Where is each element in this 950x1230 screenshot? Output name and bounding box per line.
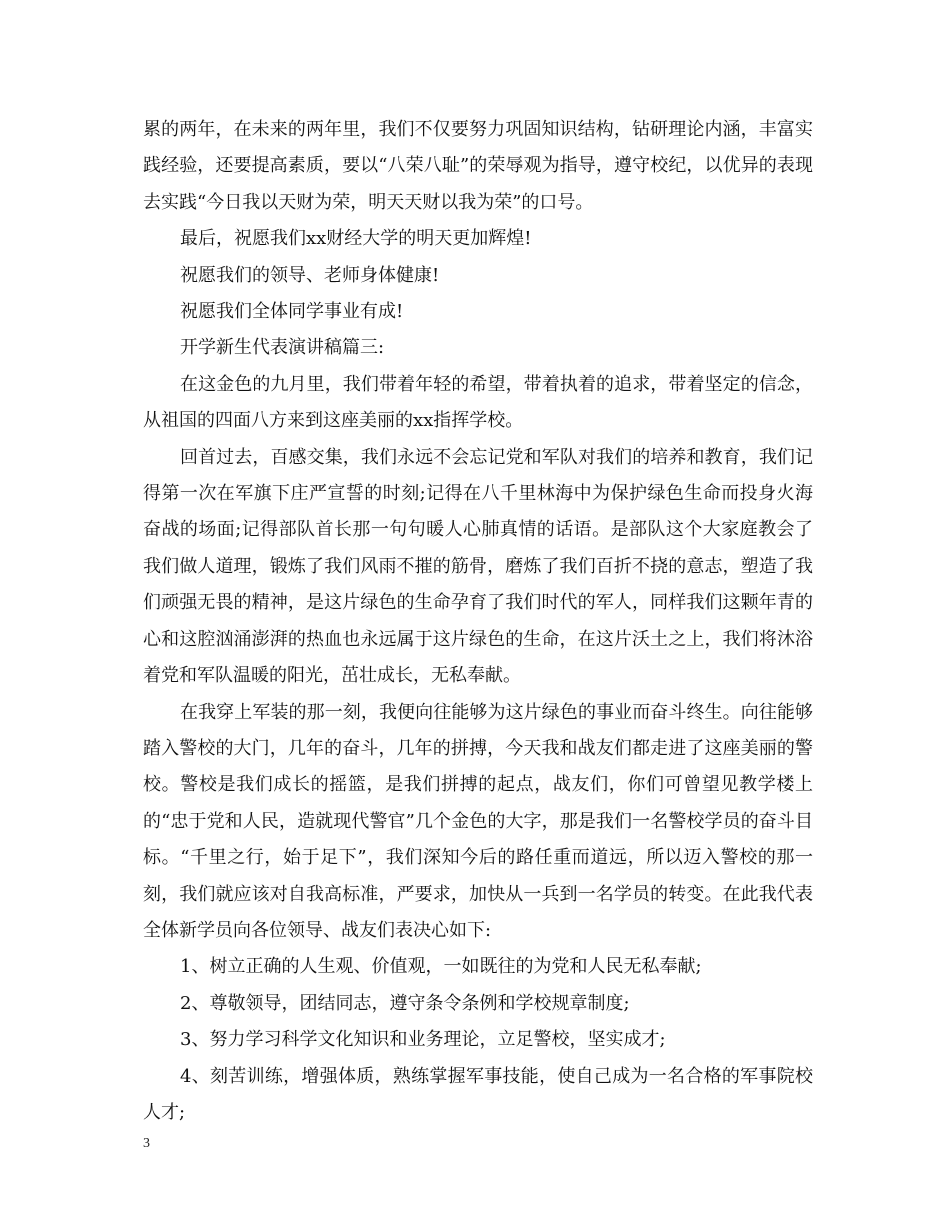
page-number: 3	[143, 1136, 150, 1151]
paragraph: 累的两年，在未来的两年里，我们不仅要努力巩固知识结构，钻研理论内涵，丰富实践经验，还要提高素质，要以“八荣八耻”的荣辱观为指导，遵守校纪，以优异的表现去实践“今日我以天财为荣，明天天财以我为荣”的口号。	[143, 119, 813, 213]
paragraph: 最后，祝愿我们xx财经大学的明天更加辉煌!	[180, 228, 532, 250]
paragraph: 1、树立正确的人生观、价值观，一如既往的为党和人民无私奉献;	[180, 956, 702, 978]
paragraph: 2、尊敬领导，团结同志，遵守条令条例和学校规章制度;	[180, 992, 630, 1014]
paragraph: 回首过去，百感交集，我们永远不会忘记党和军队对我们的培养和教育，我们记得第一次在军旗下庄严宣誓的时刻;记得在八千里林海中为保护绿色生命而投身火海奋战的场面;记得部队首长那一句句暖人心肺真情的话语。是部队这个大家庭教会了我们做人道理，锻炼了我们风雨不摧的筋骨，磨炼了我们百折不挠的意志，塑造了我们顽强无畏的精神，是这片绿色的生命孕育了我们时代的军人，同样我们这颗年青的心和这腔汹涌澎湃的热血也永远属于这片绿色的生命，在这片沃土之上，我们将沐浴着党和军队温暖的阳光，茁壮成长，无私奉献。	[143, 446, 813, 687]
paragraph: 3、努力学习科学文化知识和业务理论，立足警校，坚实成才;	[180, 1029, 666, 1051]
paragraph: 祝愿我们全体同学事业有成!	[180, 301, 404, 323]
paragraph: 在我穿上军装的那一刻，我便向往能够为这片绿色的事业而奋斗终生。向往能够踏入警校的大门，几年的奋斗，几年的拼搏，今天我和战友们都走进了这座美丽的警校。警校是我们成长的摇篮，是我们拼搏的起点，战友们，你们可曾望见教学楼上的“忠于党和人民，造就现代警官”几个金色的大字，那是我们一名警校学员的奋斗目标。“千里之行，始于足下”，我们深知今后的路任重而道远，所以迈入警校的那一刻，我们就应该对自我高标准，严要求，加快从一兵到一名学员的转变。在此我代表全体新学员向各位领导、战友们表决心如下:	[143, 701, 813, 941]
paragraph: 在这金色的九月里，我们带着年轻的希望，带着执着的追求，带着坚定的信念，从祖国的四面八方来到这座美丽的xx指挥学校。	[143, 373, 813, 432]
document-body	[143, 112, 813, 1131]
paragraph: 开学新生代表演讲稿篇三:	[180, 337, 385, 359]
paragraph: 祝愿我们的领导、老师身体健康!	[180, 264, 440, 286]
paragraph: 4、刻苦训练，增强体质，熟练掌握军事技能，使自己成为一名合格的军事院校人才;	[143, 1065, 813, 1123]
